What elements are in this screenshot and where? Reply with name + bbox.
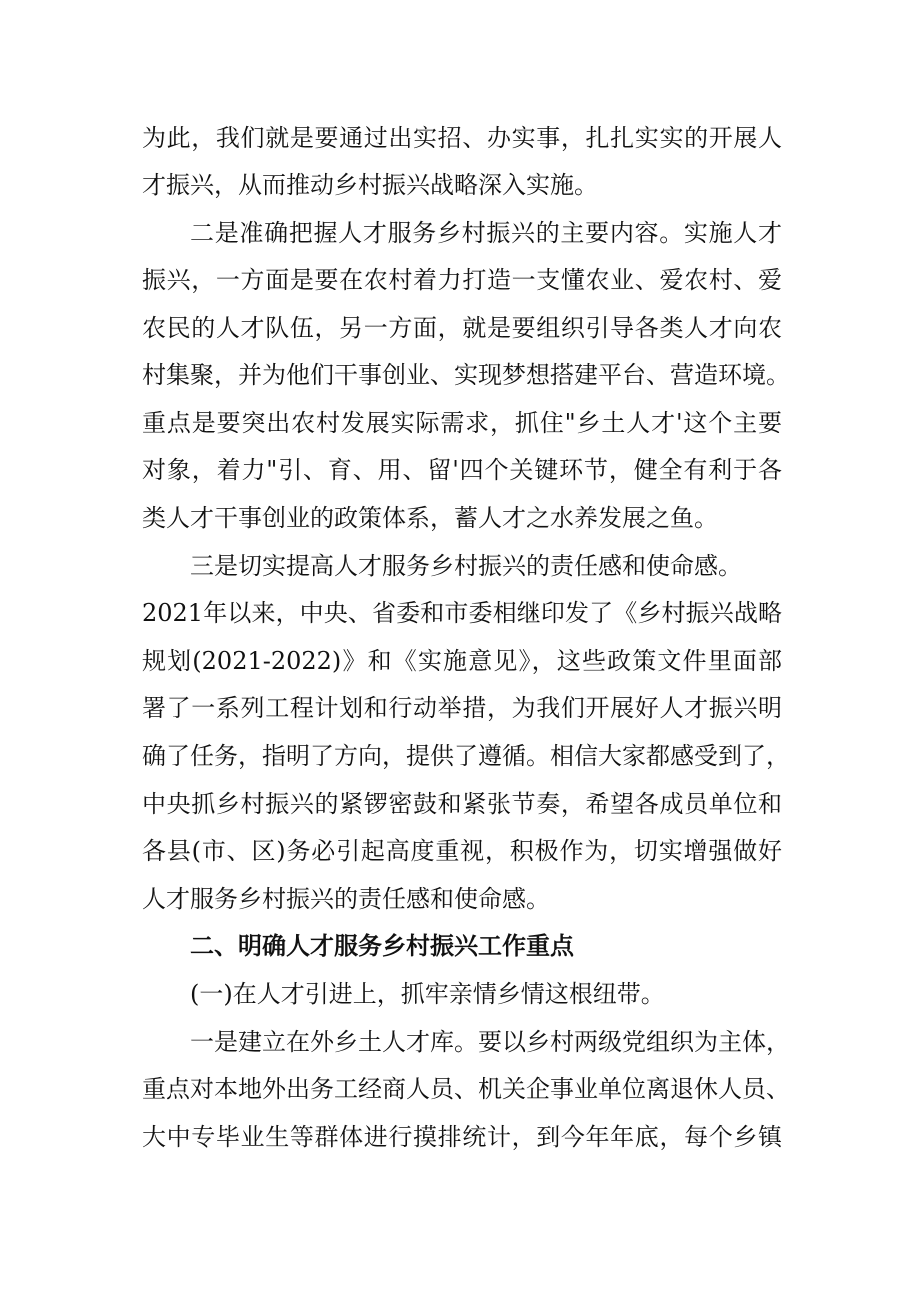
body-text-line: 农民的人才队伍，另一方面，就是要组织引导各类人才向农: [142, 314, 782, 342]
body-text-line: 署了一系列工程计划和行动举措，为我们开展好人才振兴明: [142, 694, 782, 722]
body-text-line: 中央抓乡村振兴的紧锣密鼓和紧张节奏，希望各成员单位和: [142, 790, 782, 818]
body-text-line: 类人才干事创业的政策体系，蓄人才之水养发展之鱼。: [142, 504, 718, 532]
section-heading: 二、明确人才服务乡村振兴工作重点: [190, 932, 574, 960]
body-text-line: 大中专毕业生等群体进行摸排统计，到今年年底，每个乡镇: [142, 1123, 782, 1151]
body-text-line: 三是切实提高人才服务乡村振兴的责任感和使命感。: [190, 552, 742, 580]
body-text-line: 人才服务乡村振兴的责任感和使命感。: [142, 885, 550, 913]
body-text-line: 各县(市、区)务必引起高度重视，积极作为，切实增强做好: [142, 837, 782, 865]
body-text-line: 村集聚，并为他们干事创业、实现梦想搭建平台、营造环境。: [142, 361, 790, 389]
body-text-line: 规划(2021-2022)》和《实施意见》，这些政策文件里面部: [142, 647, 782, 675]
body-text-line: 振兴，一方面是要在农村着力打造一支懂农业、爱农村、爱: [142, 266, 782, 294]
subsection-heading: (一)在人才引进上，抓牢亲情乡情这根纽带。: [190, 980, 665, 1008]
body-text-line: 重点对本地外出务工经商人员、机关企事业单位离退休人员、: [142, 1075, 790, 1103]
body-text-line: 为此，我们就是要通过出实招、办实事，扎扎实实的开展人: [142, 124, 782, 152]
body-text-line: 才振兴，从而推动乡村振兴战略深入实施。: [142, 171, 598, 199]
body-text-line: 确了任务，指明了方向，提供了遵循。相信大家都感受到了，: [142, 742, 790, 770]
body-text-line: 重点是要突出农村发展实际需求，抓住"乡土人才'这个主要: [142, 409, 782, 437]
body-text-line: 二是准确把握人才服务乡村振兴的主要内容。实施人才: [190, 219, 782, 247]
body-text-line: 一是建立在外乡土人才库。要以乡村两级党组织为主体，: [190, 1028, 790, 1056]
body-text-line: 对象，着力"引、育、用、留'四个关键环节，健全有利于各: [142, 456, 782, 484]
body-text-line: 2021年以来，中央、省委和市委相继印发了《乡村振兴战略: [142, 599, 782, 627]
